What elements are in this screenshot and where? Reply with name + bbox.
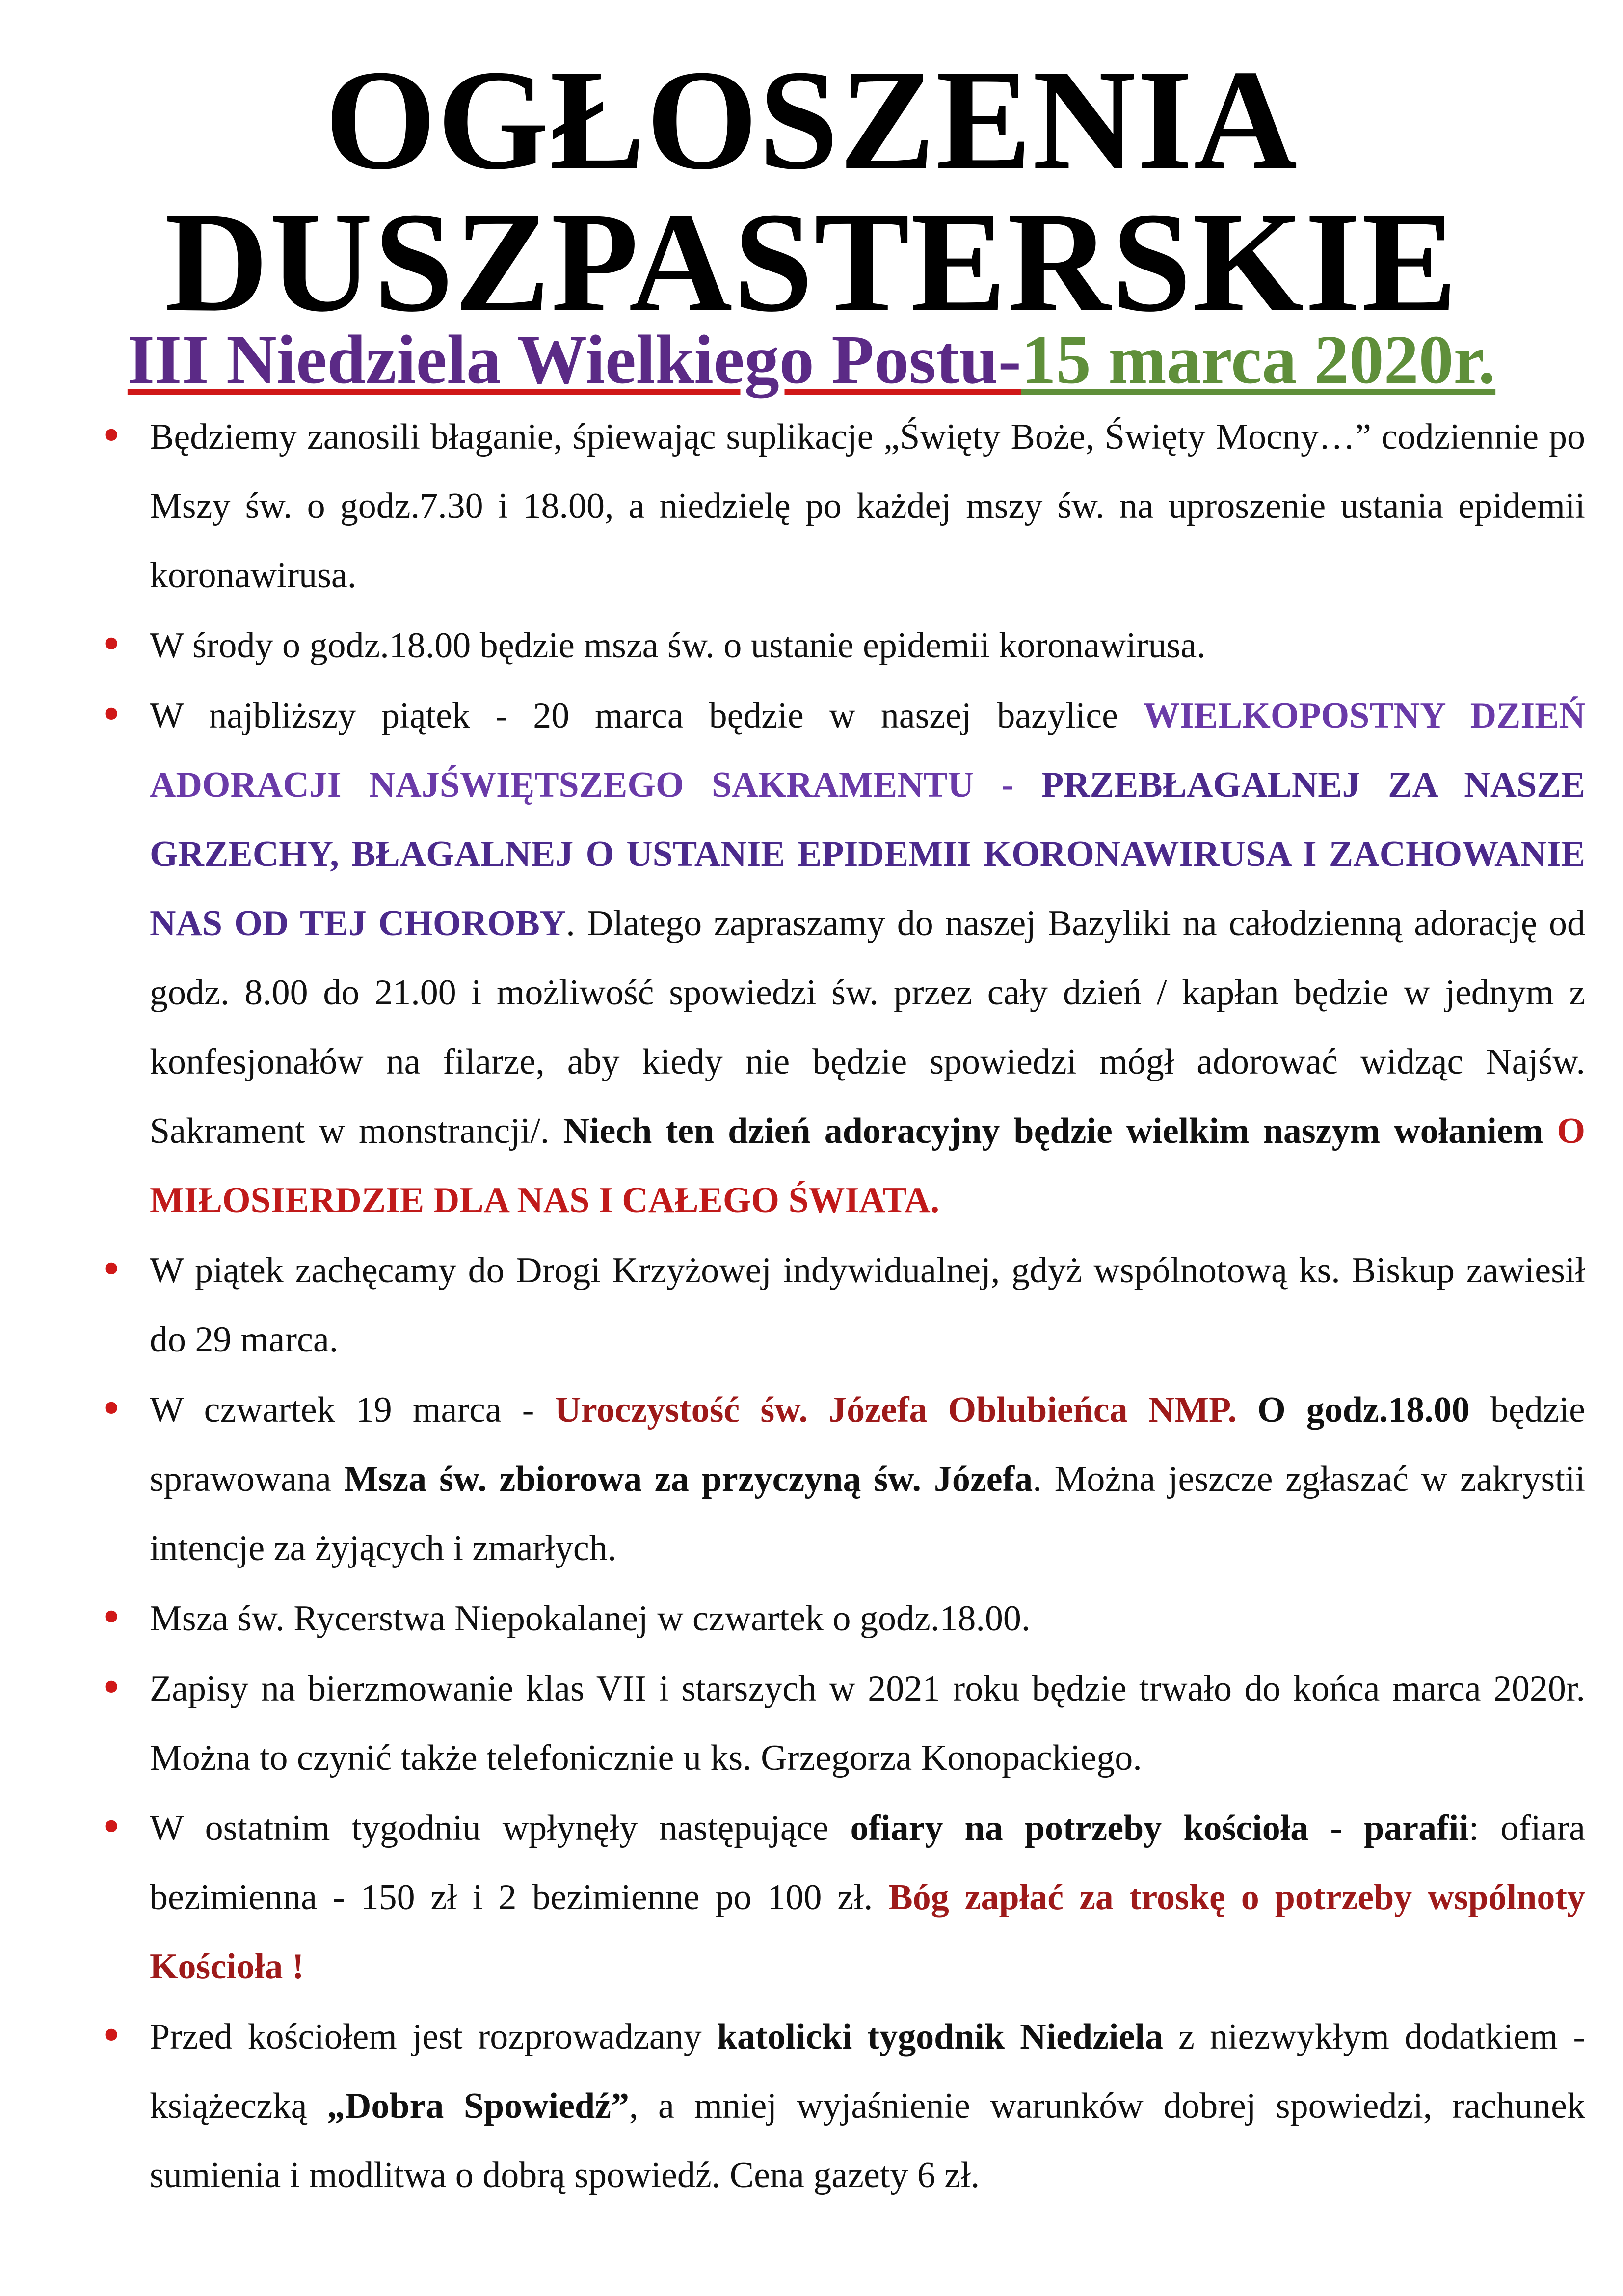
announcement-text: . Można jeszcze zgłaszać w zakrystii intencje za żyjących i zmarłych. bbox=[150, 1459, 1586, 1568]
announcement-text: z niezwykłym dodatkiem - książeczką bbox=[150, 2017, 1585, 2126]
announcement-text: W czwartek 19 marca - bbox=[150, 1390, 555, 1430]
announcements-list bbox=[93, 403, 1585, 2211]
announcement-item-weekly-niedziela bbox=[93, 2002, 1585, 2210]
announcement-text: Będziemy zanosili błaganie, śpiewając suplikacje „Święty Boże, Święty Mocny…” codziennie po Mszy św. o godz.7.30 i 18.00, a niedzielę po każdej mszy św. na uproszenie ustania epidemii koronawirusa. bbox=[150, 417, 1585, 595]
announcement-item-militia bbox=[93, 1584, 1585, 1653]
highlight-adoration-title: WIELKOPOSTNY DZIEŃ ADORACJI NAJŚWIĘTSZEGO SAKRAMENTU - bbox=[150, 696, 1585, 805]
bullet-icon: • bbox=[99, 1664, 124, 1712]
announcement-text: : ofiara bezimienna - 150 zł i 2 bezimienne po 100 zł. bbox=[150, 1808, 1585, 1918]
announcement-text: Zapisy na bierzmowanie klas VII i starszych w 2021 roku będzie trwało do końca marca 2020r. Można to czynić także telefonicznie u ks. Grzegorza Konopackiego. bbox=[150, 1669, 1585, 1778]
announcement-item-adoration-day bbox=[93, 681, 1585, 1235]
announcement-text: W ostatnim tygodniu wpłynęły następujące bbox=[150, 1808, 851, 1848]
bullet-icon: • bbox=[99, 1594, 124, 1642]
highlight-bold-weekly: katolicki tygodnik Niedziela bbox=[717, 2017, 1163, 2057]
page-subtitle bbox=[0, 320, 1623, 399]
bullet-icon: • bbox=[99, 1385, 124, 1433]
announcement-text: Przed kościołem jest rozprowadzany bbox=[150, 2017, 717, 2057]
highlight-bold-text: Niech ten dzień adoracyjny będzie wielkim naszym wołaniem bbox=[563, 1111, 1557, 1151]
announcement-item-confirmation bbox=[93, 1654, 1585, 1793]
announcement-item-suplikacje bbox=[93, 403, 1585, 610]
highlight-bold-offerings: ofiary na potrzeby kościoła - parafii bbox=[850, 1808, 1469, 1848]
bullet-icon: • bbox=[99, 1245, 124, 1294]
highlight-bold-booklet: „Dobra Spowiedź” bbox=[326, 2086, 630, 2126]
page-title-line2: DUSZPASTERSKIE bbox=[164, 183, 1459, 342]
announcement-text: , a mniej wyjaśnienie warunków dobrej spowiedzi, rachunek sumienia i modlitwa o dobrą spowiedź. Cena gazety 6 zł. bbox=[150, 2086, 1585, 2195]
announcement-text: Msza św. Rycerstwa Niepokalanej w czwartek o godz.18.00. bbox=[150, 1598, 1031, 1639]
announcement-text: . Dlatego zapraszamy do naszej Bazyliki na całodzienną adorację od godz. 8.00 do 21.00 i możliwość spowiedzi św. przez cały dzień / kapłan będzie w jednym z konfesjonałów na filarze, aby kiedy nie będzie spowiedzi mógł adorować widząc Najśw. Sakrament w monstrancji/. bbox=[150, 903, 1586, 1151]
bullet-icon: • bbox=[99, 412, 124, 460]
announcement-text: W piątek zachęcamy do Drogi Krzyżowej indywidualnej, gdyż wspólnotową ks. Biskup zawiesił do 29 marca. bbox=[150, 1250, 1585, 1360]
subtitle-date: 15 marca 2020r. bbox=[1021, 321, 1496, 398]
announcement-text: W najbliższy piątek - 20 marca będzie w naszej bazylice bbox=[150, 696, 1144, 736]
highlight-bold-time: O godz.18.00 bbox=[1236, 1390, 1470, 1430]
announcement-text: W środy o godz.18.00 będzie msza św. o ustanie epidemii koronawirusa. bbox=[150, 625, 1206, 666]
highlight-bold-mass: Msza św. zbiorowa za przyczyną św. Józefa bbox=[344, 1459, 1033, 1499]
highlight-solemnity: Uroczystość św. Józefa Oblubieńca NMP. bbox=[555, 1390, 1237, 1430]
announcement-item-st-joseph bbox=[93, 1376, 1585, 1583]
announcement-item-way-of-cross bbox=[93, 1236, 1585, 1375]
subtitle-sunday-name: III Niedziela Wielkiego Postu- bbox=[127, 321, 1021, 398]
announcement-item-offerings bbox=[93, 1794, 1585, 2001]
bullet-icon: • bbox=[99, 691, 124, 739]
highlight-adoration-intent: PRZEBŁAGALNEJ ZA NASZE GRZECHY, BŁAGALNEJ O USTANIE EPIDEMII KORONAWIRUSA I ZACHOWANIE NAS OD TEJ CHOROBY bbox=[150, 765, 1585, 944]
announcement-text: będzie sprawowana bbox=[150, 1390, 1585, 1499]
page-title-line1: OGŁOSZENIA bbox=[324, 41, 1299, 199]
highlight-mercy: O MIŁOSIERDZIE DLA NAS I CAŁEGO ŚWIATA. bbox=[150, 1111, 1586, 1220]
announcement-item-wednesday-mass bbox=[93, 611, 1585, 680]
bullet-icon: • bbox=[99, 1803, 124, 1851]
highlight-thanks: Bóg zapłać za troskę o potrzeby wspólnoty Kościoła ! bbox=[150, 1877, 1585, 1987]
bullet-icon: • bbox=[99, 621, 124, 669]
bullet-icon: • bbox=[99, 2012, 124, 2060]
